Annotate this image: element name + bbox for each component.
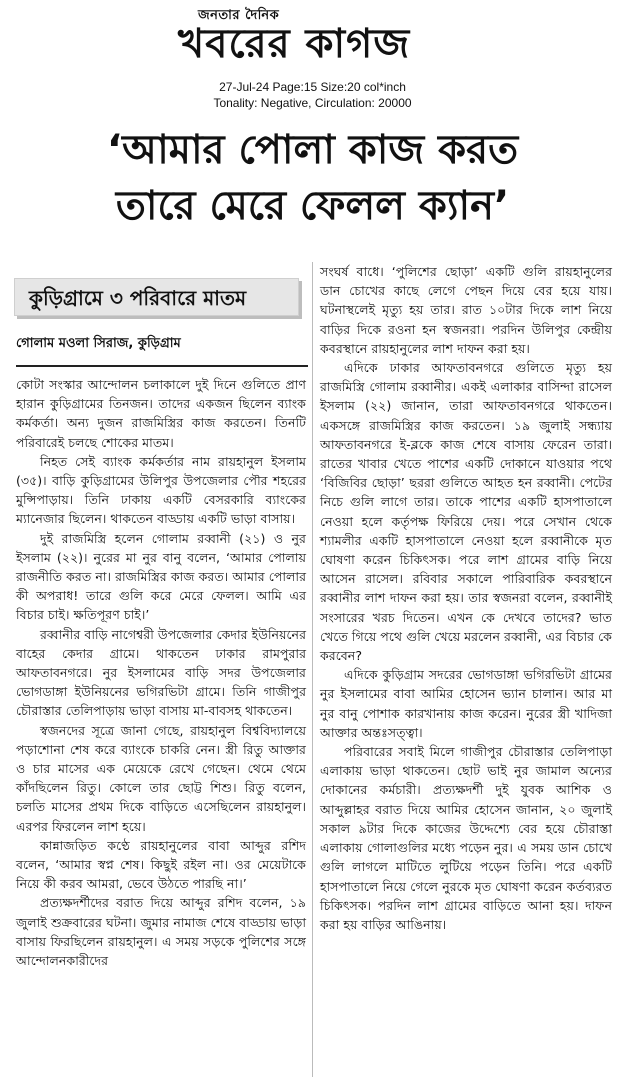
paragraph: কান্নাজড়িত কণ্ঠে রায়হানুলের বাবা আব্দুর রশিদ বলেন, ‘আমার স্বপ্ন শেষ। কিছুই রইল না। ওর মেয়েটাকে নিয়ে কী করব আমরা, ভেবে উঠতে পারছি না।’ xyxy=(16,837,306,892)
column-divider xyxy=(312,262,313,1077)
headline-line-1: ‘আমার পোলা কাজ করত xyxy=(106,127,519,173)
paragraph: পরিবারের সবাই মিলে গাজীপুর চৌরাস্তার তেলিপাড়া এলাকায় ভাড়া থাকতেন। ছোট ভাই নুর জামাল অন্যের দোকানের কর্মচারী। প্রত্যক্ষদর্শী দুই যুবক আশিক ও আব্দুল্লাহর বরাত দিয়ে আমির হোসেন জানান, ২০ জুলাই সকাল ৯টার দিকে কাজের উদ্দেশ্যে বের হয়ে চৌরাস্তা এলাকায় গোলাগুলির মধ্যে পড়েন নুর। এ সময় ডান চোখে গুলি লাগলে মাটিতে লুটিয়ে পড়েন তিনি। পরে একটি হাসপাতালে নিয়ে গেলে নুরকে মৃত ঘোষণা করেন কর্তব্যরত চিকিৎসক। পরদিন লাশ গ্রামের বাড়িতে আনা হয়। দাফন করা হয় বাড়ির আঙিনায়। xyxy=(320,744,612,932)
byline-rule xyxy=(16,365,308,367)
byline: গোলাম মওলা সিরাজ, কুড়িগ্রাম xyxy=(16,336,181,351)
paper-tagline: জনতার দৈনিক xyxy=(198,8,280,23)
paragraph: কোটা সংস্কার আন্দোলন চলাকালে দুই দিনে গুলিতে প্রাণ হারান কুড়িগ্রামের তিনজন। তাদের একজন ছিলেন ব্যাংক কর্মকর্তা। অন্য দুজন রাজমিস্ত্রির কাজ করতেন। তিনটি পরিবারেই চলছে শোকের মাতম। xyxy=(16,377,306,450)
article-column-1 xyxy=(16,375,306,970)
paragraph: এদিকে ঢাকার আফতাবনগরে গুলিতে মৃত্যু হয় রাজমিস্ত্রি গোলাম রব্বানীর। একই এলাকার বাসিন্দা রাসেল ইসলাম (২২) জানান, তারা আফতাবনগরে থাকতেন। একসঙ্গে রাজমিস্ত্রির কাজ করতেন। ১৯ জুলাই সন্ধ্যায় আফতাবনগরে ই-ব্লকে কাজ শেষে বাসায় ফেরেন তারা। রাতের খাবার খেতে পাশের একটি দোকানে যাওয়ার পথে ‘বিজিবির ছোড়া’ ছররা গুলিতে আহত হন রব্বানী। পেটের নিচে গুলি লাগে তার। তাকে পাশের একটি হাসপাতালে নেওয়া হলে কর্তৃপক্ষ ফিরিয়ে দেয়। পরে সেখান থেকে শ্যামলীর একটি হাসপাতালে নেওয়া হলে রব্বানীকে মৃত ঘোষণা করেন চিকিৎসক। পরে লাশ গ্রামের বাড়ি নিয়ে আসেন রাসেল। রবিবার সকালে পারিবারিক কবরস্থানে রব্বানীর লাশ দাফন করা হয়। তার স্বজনরা বলেন, রব্বানীই সংসারের খরচ দিতেন। এখন কে দেখবে তাদের? ভাত খেতে গিয়ে পথে গুলি খেয়ে মরলেন রব্বানী, এর বিচার কে করবেন? xyxy=(320,360,612,664)
article-column-2 xyxy=(320,262,612,934)
paragraph: এদিকে কুড়িগ্রাম সদরের ভোগডাঙ্গা ভগিরভিটা গ্রামের নুর ইসলামের বাবা আমির হোসেন ভ্যান চালান। আর মা নুর বানু পোশাক কারখানায় কাজ করেন। নুরের স্ত্রী খাদিজা আক্তার অন্তঃসত্ত্বা। xyxy=(320,667,612,740)
clip-meta-size: 27-Jul-24 Page:15 Size:20 col*inch xyxy=(219,80,406,94)
paragraph: সংঘর্ষ বাধে। ‘পুলিশের ছোড়া’ একটি গুলি রায়হানুলের ডান চোখের কাছে লেগে পেছন দিয়ে বের হয়ে যায়। ঘটনাস্থলেই মৃত্যু হয় তার। রাত ১০টার দিকে লাশ নিয়ে বাড়ির দিকে রওনা হন স্বজনরা। পরদিন উলিপুর কেন্দ্রীয় কবরস্থানে রায়হানুলের লাশ দাফন করা হয়। xyxy=(320,264,612,356)
paper-name: খবরের কাগজ xyxy=(178,21,411,67)
paragraph: স্বজনদের সূত্রে জানা গেছে, রায়হানুল বিশ্ববিদ্যালয়ে পড়াশোনা শেষ করে ব্যাংকে চাকরি নেন। স্ত্রী রিতু আক্তার ও চার মাসের এক মেয়েকে রেখে গেছেন। থেমে থেমে কাঁদছিলেন রিতু। কোলে তার ছোট্ট শিশু। রিতু বলেন, চলতি মাসের প্রথম দিকে বাড়িতে এসেছিলেন রায়হানুল। এরপর ফিরলেন লাশ হয়ে। xyxy=(16,722,306,834)
paragraph: নিহত সেই ব্যাংক কর্মকর্তার নাম রায়হানুল ইসলাম (৩৫)। বাড়ি কুড়িগ্রামের উলিপুর উপজেলার পৌর শহরের মুন্সিপাড়ায়। তিনি ঢাকায় একটি বেসরকারি ব্যাংকের ম্যানেজার ছিলেন। থাকতেন বাড্ডায় একটি ভাড়া বাসায়। xyxy=(16,453,306,527)
paragraph: দুই রাজমিস্ত্রি হলেন গোলাম রব্বানী (২১) ও নুর ইসলাম (২২)। নুরের মা নুর বানু বলেন, ‘আমার পোলায় রাজনীতি করত না। রাজমিস্ত্রির কাজ করত। আমার পোলার কী অপরাধ! তারে গুলি করে মেরে ফেলল। আমি এর বিচার চাই। ক্ষতিপূরণ চাই।’ xyxy=(16,530,306,623)
paragraph: রব্বানীর বাড়ি নাগেশ্বরী উপজেলার কেদার ইউনিয়নের বাহের কেদার গ্রামে। থাকতেন ঢাকার রামপুরার আফতাবনগরে। নুর ইসলামের বাড়ি সদর উপজেলার ভোগডাঙ্গা ইউনিয়নের ভগিরভিটা গ্রামে। তিনি গাজীপুর চৌরাস্তার তেলিপাড়ায় ভাড়া বাসায় মা-বাবসহ থাকতেন। xyxy=(16,626,306,719)
clip-meta-tonality: Tonality: Negative, Circulation: 20000 xyxy=(213,96,412,110)
subheadline-box xyxy=(14,278,299,316)
article-headline xyxy=(0,122,625,234)
masthead xyxy=(0,0,625,110)
paragraph: প্রত্যক্ষদর্শীদের বরাত দিয়ে আব্দুর রশিদ বলেন, ১৯ জুলাই শুক্রবারের ঘটনা। জুমার নামাজ শেষে বাড্ডায় ভাড়া বাসায় ফিরছিলেন রায়হানুল। এ সময় সড়কে পুলিশের সঙ্গে আন্দোলনকারীদের xyxy=(16,895,306,969)
headline-line-2: তারে মেরে ফেলল ক্যান’ xyxy=(115,183,510,229)
subheadline: কুড়িগ্রামে ৩ পরিবারে মাতম xyxy=(29,286,247,310)
